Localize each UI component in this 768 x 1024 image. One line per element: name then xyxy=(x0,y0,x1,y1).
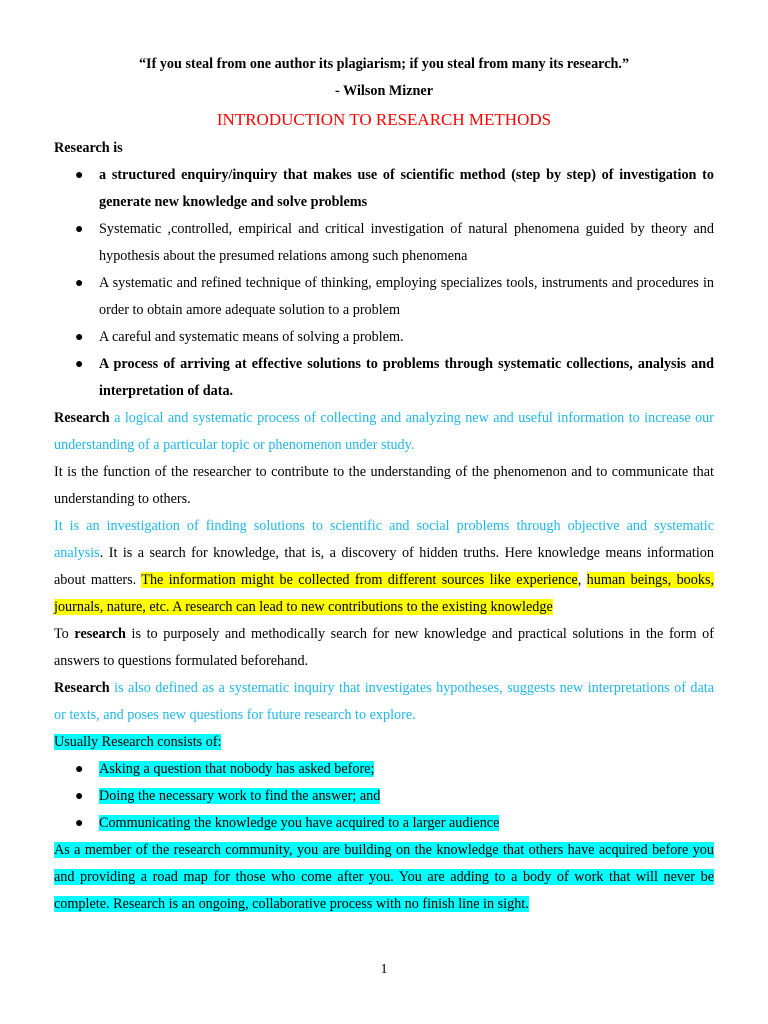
investigation-plain-text: . It is a search for knowledge, that is, a discovery of hidden truths. Here knowledge means information about matters. xyxy=(54,545,714,588)
definition-term: Research xyxy=(54,680,110,696)
list-item xyxy=(54,324,714,351)
page-number: 1 xyxy=(380,962,388,977)
consists-heading xyxy=(54,729,714,756)
definition-text: is also defined as a systematic inquiry that investigates hypotheses, suggests new interpretations of data or texts, and poses new questions for future research to explore. xyxy=(54,680,714,723)
to-research-prefix: To xyxy=(54,626,75,642)
bullet-icon: ● xyxy=(75,330,84,345)
closing-paragraph xyxy=(54,837,714,918)
page-title: INTRODUCTION TO RESEARCH METHODS xyxy=(216,110,552,129)
bullet-icon: ● xyxy=(75,789,84,804)
list-item-text: Systematic ,controlled, empirical and critical investigation of natural phenomena guided by theory and hypothesis about the presumed relations among such phenomena xyxy=(99,221,714,264)
list-item xyxy=(54,810,714,837)
definition-paragraph-1 xyxy=(54,405,714,459)
bullet-icon: ● xyxy=(75,222,84,237)
to-research-term: research xyxy=(74,626,126,642)
investigation-paragraph xyxy=(54,513,714,621)
list-item-text: Doing the necessary work to find the answer; and xyxy=(99,788,381,804)
bullet-icon: ● xyxy=(75,762,84,777)
bullet-icon: ● xyxy=(75,816,84,831)
list-item-text: Asking a question that nobody has asked before; xyxy=(99,761,375,777)
consists-list xyxy=(54,756,714,837)
consists-heading-text: Usually Research consists of: xyxy=(54,734,222,750)
bullet-icon: ● xyxy=(75,276,84,291)
quote: “If you steal from one author its plagiarism; if you steal from many its research.” xyxy=(138,56,630,72)
list-item-text: A careful and systematic means of solving a problem. xyxy=(99,329,404,345)
list-item xyxy=(54,162,714,216)
closing-text: As a member of the research community, you are building on the knowledge that others have acquired before you and providing a road map for those who come after you. You are adding to a body of work that will never be complete. Research is an ongoing, collaborative process with no finish line in sight. xyxy=(54,842,714,912)
list-item xyxy=(54,216,714,270)
to-research-paragraph xyxy=(54,621,714,675)
research-is-list xyxy=(54,162,714,405)
page-content xyxy=(54,51,714,918)
research-is-heading: Research is xyxy=(54,140,123,156)
definition-term: Research xyxy=(54,410,110,426)
to-research-text: is to purposely and methodically search for new knowledge and practical solutions in the form of answers to questions formulated beforehand. xyxy=(54,626,714,669)
list-item xyxy=(54,270,714,324)
definition-paragraph-2 xyxy=(54,675,714,729)
separator-text: , xyxy=(577,572,587,588)
quote-author: - Wilson Mizner xyxy=(335,83,433,99)
bullet-icon: ● xyxy=(75,168,84,183)
list-item-text: Communicating the knowledge you have acquired to a larger audience xyxy=(99,815,500,831)
list-item-text: A systematic and refined technique of thinking, employing specializes tools, instruments and procedures in order to obtain amore adequate solution to a problem xyxy=(99,275,714,318)
bullet-icon: ● xyxy=(75,357,84,372)
list-item-text: a structured enquiry/inquiry that makes use of scientific method (step by step) of investigation to generate new knowledge and solve problems xyxy=(99,167,714,210)
list-item xyxy=(54,756,714,783)
investigation-blue-text: It is an investigation of finding solutions to scientific and social problems through objective and systematic analysis xyxy=(54,518,714,561)
highlighted-text: human beings, books, journals, nature, etc. A research can lead to new contributions to the existing knowledge xyxy=(54,572,715,615)
list-item xyxy=(54,783,714,810)
list-item-text: A process of arriving at effective solutions to problems through systematic collections, analysis and interpretation of data. xyxy=(99,356,714,399)
definition-text: a logical and systematic process of collecting and analyzing new and useful information to increase our understanding of a particular topic or phenomenon under study. xyxy=(54,410,714,453)
list-item xyxy=(54,351,714,405)
function-paragraph: It is the function of the researcher to contribute to the understanding of the phenomenon and to communicate that understanding to others. xyxy=(54,464,714,507)
highlighted-text: The information might be collected from different sources like experience xyxy=(141,572,578,588)
